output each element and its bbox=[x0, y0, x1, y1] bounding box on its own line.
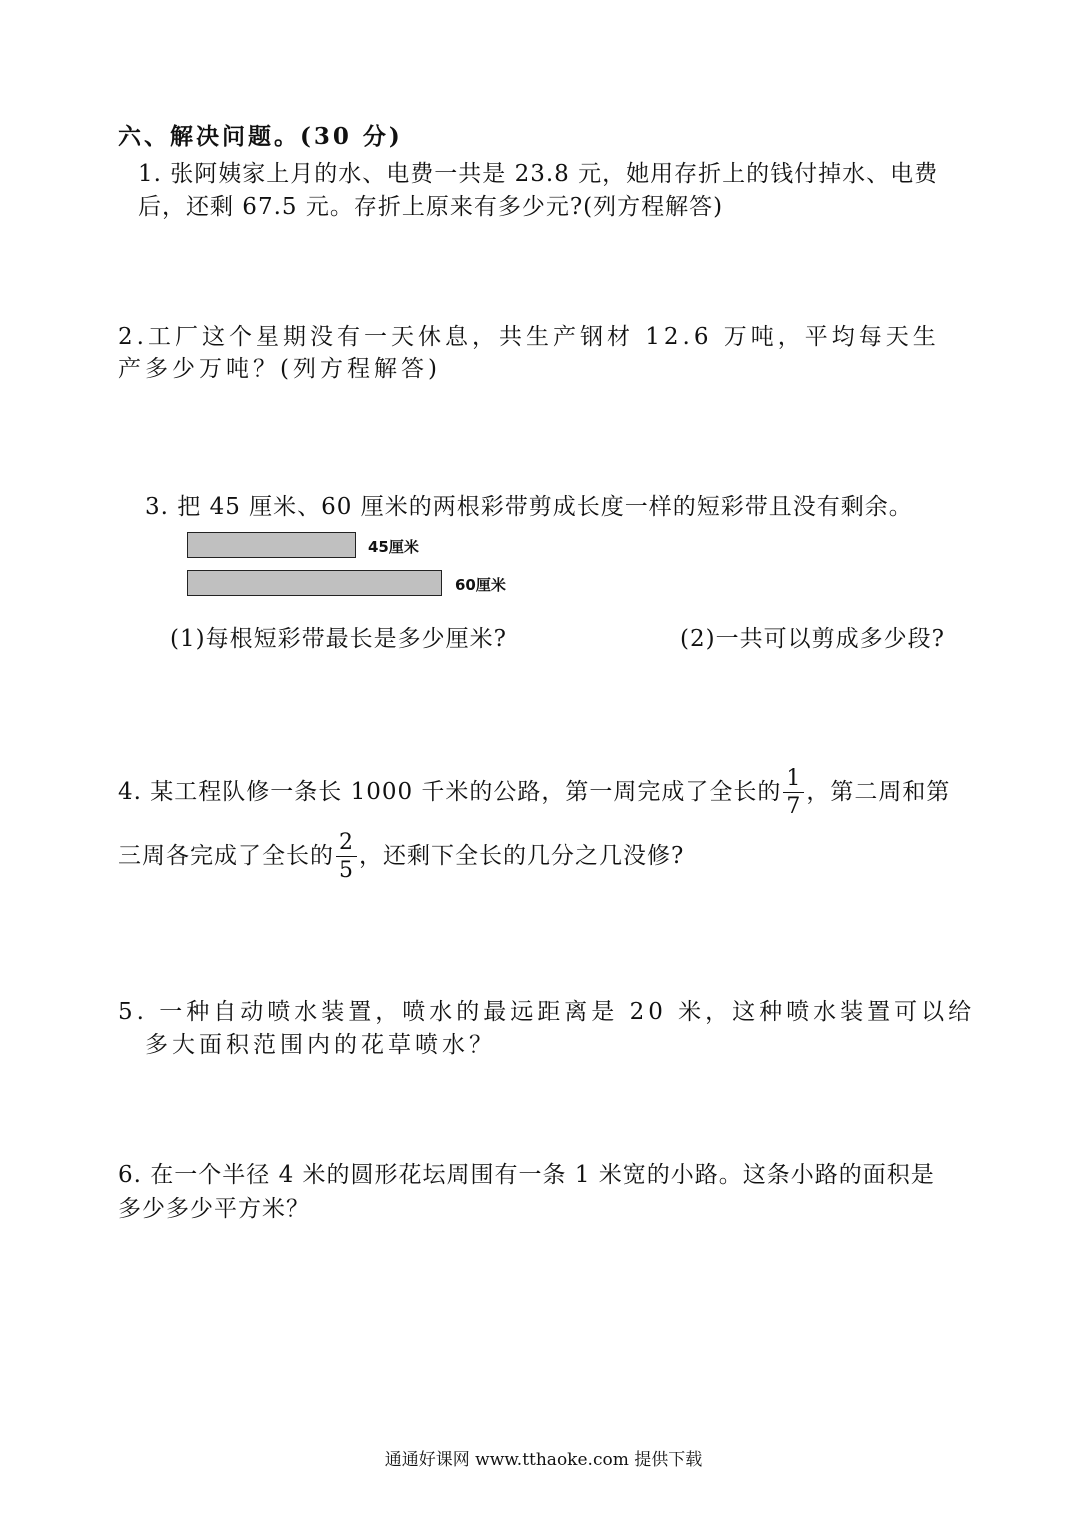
ribbon-60-bar bbox=[187, 570, 442, 596]
question-3-sub-1: (1)每根短彩带最长是多少厘米? bbox=[170, 626, 507, 652]
question-1-line-1: 1. 张阿姨家上月的水、电费一共是 23.8 元，她用存折上的钱付掉水、电费 bbox=[138, 161, 939, 187]
question-6-line-2: 多少多少平方米？ bbox=[118, 1196, 310, 1222]
question-4-text-c: 三周各完成了全长的 bbox=[118, 843, 334, 869]
fraction-numerator: 1 bbox=[783, 768, 804, 793]
ribbon-45-label: 45厘米 bbox=[368, 538, 419, 556]
question-5-line-2: 多大面积范围内的花草喷水？ bbox=[145, 1032, 496, 1058]
fraction-one-seventh bbox=[783, 768, 804, 818]
fraction-denominator: 7 bbox=[786, 794, 802, 819]
question-1-line-2: 后，还剩 67.5 元。存折上原来有多少元?(列方程解答) bbox=[138, 194, 724, 220]
question-6-line-1: 6. 在一个半径 4 米的圆形花坛周围有一条 1 米宽的小路。这条小路的面积是 bbox=[118, 1162, 935, 1188]
question-3-line-1: 3. 把 45 厘米、60 厘米的两根彩带剪成长度一样的短彩带且没有剩余。 bbox=[145, 494, 913, 520]
section-title: 六、解决问题。(30 分) bbox=[118, 123, 403, 150]
fraction-denominator: 5 bbox=[339, 858, 354, 883]
footer-credit: 通通好课网 www.tthaoke.com 提供下载 bbox=[384, 1450, 703, 1470]
question-2-line-2: 产多少万吨？(列方程解答) bbox=[118, 356, 441, 382]
question-4-text-b: ，第二周和第 bbox=[806, 779, 951, 805]
question-4-line-1 bbox=[118, 768, 950, 818]
fraction-two-fifths bbox=[336, 832, 357, 882]
ribbon-60-label: 60厘米 bbox=[455, 576, 506, 594]
question-4-text-d: ，还剩下全长的几分之几没修? bbox=[359, 843, 685, 869]
ribbon-45-bar bbox=[187, 532, 356, 558]
question-3-sub-2: (2)一共可以剪成多少段? bbox=[680, 626, 945, 652]
question-4-text-a: 4. 某工程队修一条长 1000 千米的公路，第一周完成了全长的 bbox=[118, 779, 782, 805]
fraction-numerator: 2 bbox=[336, 832, 357, 857]
question-2-line-1: 2.工厂这个星期没有一天休息，共生产钢材 12.6 万吨，平均每天生 bbox=[118, 324, 940, 350]
question-4-line-2 bbox=[118, 832, 684, 882]
question-5-line-1: 5. 一种自动喷水装置，喷水的最远距离是 20 米，这种喷水装置可以给 bbox=[118, 999, 976, 1025]
